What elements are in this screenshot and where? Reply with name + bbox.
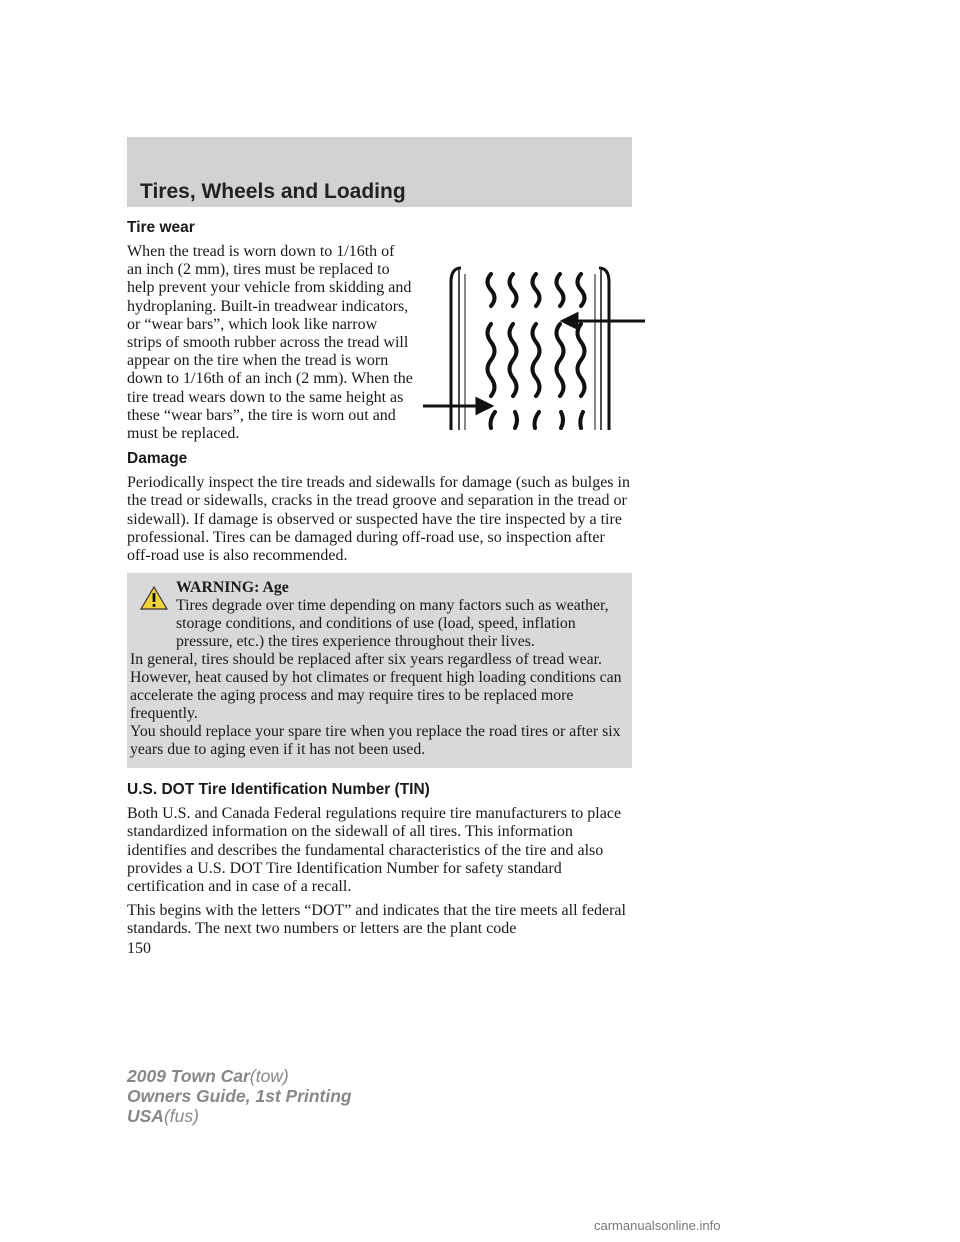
warning-triangle-icon <box>140 586 168 610</box>
tread-wear-bars-diagram <box>423 250 655 430</box>
tire-wear-body: When the tread is worn down to 1/16th of an inch (2 mm), tires must be replaced to help prevent your vehicle from skidding and hydroplaning. Built-in treadwear indicators, or “wear bars”, which look like narrow strips of smooth rubber across the tread will appear on the tire when the tread is worn down to 1/16th of an inch (2 mm). When the tire tread wears down to the same height as these “wear bars”, the tire is worn out and must be replaced. <box>127 243 413 443</box>
watermark: carmanualsonline.info <box>594 1218 721 1233</box>
warning-header <box>130 579 624 651</box>
warning-line-3: You should replace your spare tire when you replace the road tires or after six years due to aging even if it has not been used. <box>130 723 621 759</box>
tin-heading: U.S. DOT Tire Identification Number (TIN) <box>127 781 430 799</box>
tire-wear-heading: Tire wear <box>127 219 195 236</box>
tin-paragraph-2: This begins with the letters “DOT” and indicates that the tire meets all federal standards. The next two numbers or letters are the plant code <box>127 902 626 938</box>
warning-box <box>127 573 632 768</box>
footer-model-code: (tow) <box>249 1066 289 1086</box>
tread-wear-illustration <box>423 250 655 430</box>
tin-paragraph-1: Both U.S. and Canada Federal regulations require tire manufacturers to place standardized information on the sidewall of all tires. This information identifies and describes the fundamental characteristics of the tire and also provides a U.S. DOT Tire Identification Number for safety standard certification and in case of a recall. <box>127 805 622 896</box>
section-title: Tires, Wheels and Loading <box>140 180 406 203</box>
page-number: 150 <box>127 940 151 957</box>
damage-body: Periodically inspect the tire treads and sidewalls for damage (such as bulges in the tread or sidewalls, cracks in the tread groove and separation in the tread or sidewall). If damage is observed or suspected have the tire inspected by a tire professional. Tires can be damaged during off-road use, so inspection after off-road use is also recommended. <box>127 474 630 565</box>
warning-line-2: In general, tires should be replaced after six years regardless of tread wear. However, heat caused by hot climates or frequent high loading conditions can accelerate the aging process and may require tires to be replaced more frequently. <box>130 651 622 723</box>
damage-heading: Damage <box>127 450 188 468</box>
warning-title: WARNING: Age <box>176 579 289 597</box>
document-footer <box>127 1066 352 1126</box>
page-content <box>127 218 632 945</box>
footer-model: 2009 Town Car <box>127 1066 250 1086</box>
footer-market: USA <box>127 1106 164 1126</box>
footer-guide: Owners Guide, 1st Printing <box>127 1086 352 1106</box>
warning-line-1: Tires degrade over time depending on many factors such as weather, storage conditions, and conditions of use (load, speed, inflation pressure, etc.) the tires experience throughout their lives. <box>176 597 609 651</box>
footer-market-code: (fus) <box>163 1106 199 1126</box>
